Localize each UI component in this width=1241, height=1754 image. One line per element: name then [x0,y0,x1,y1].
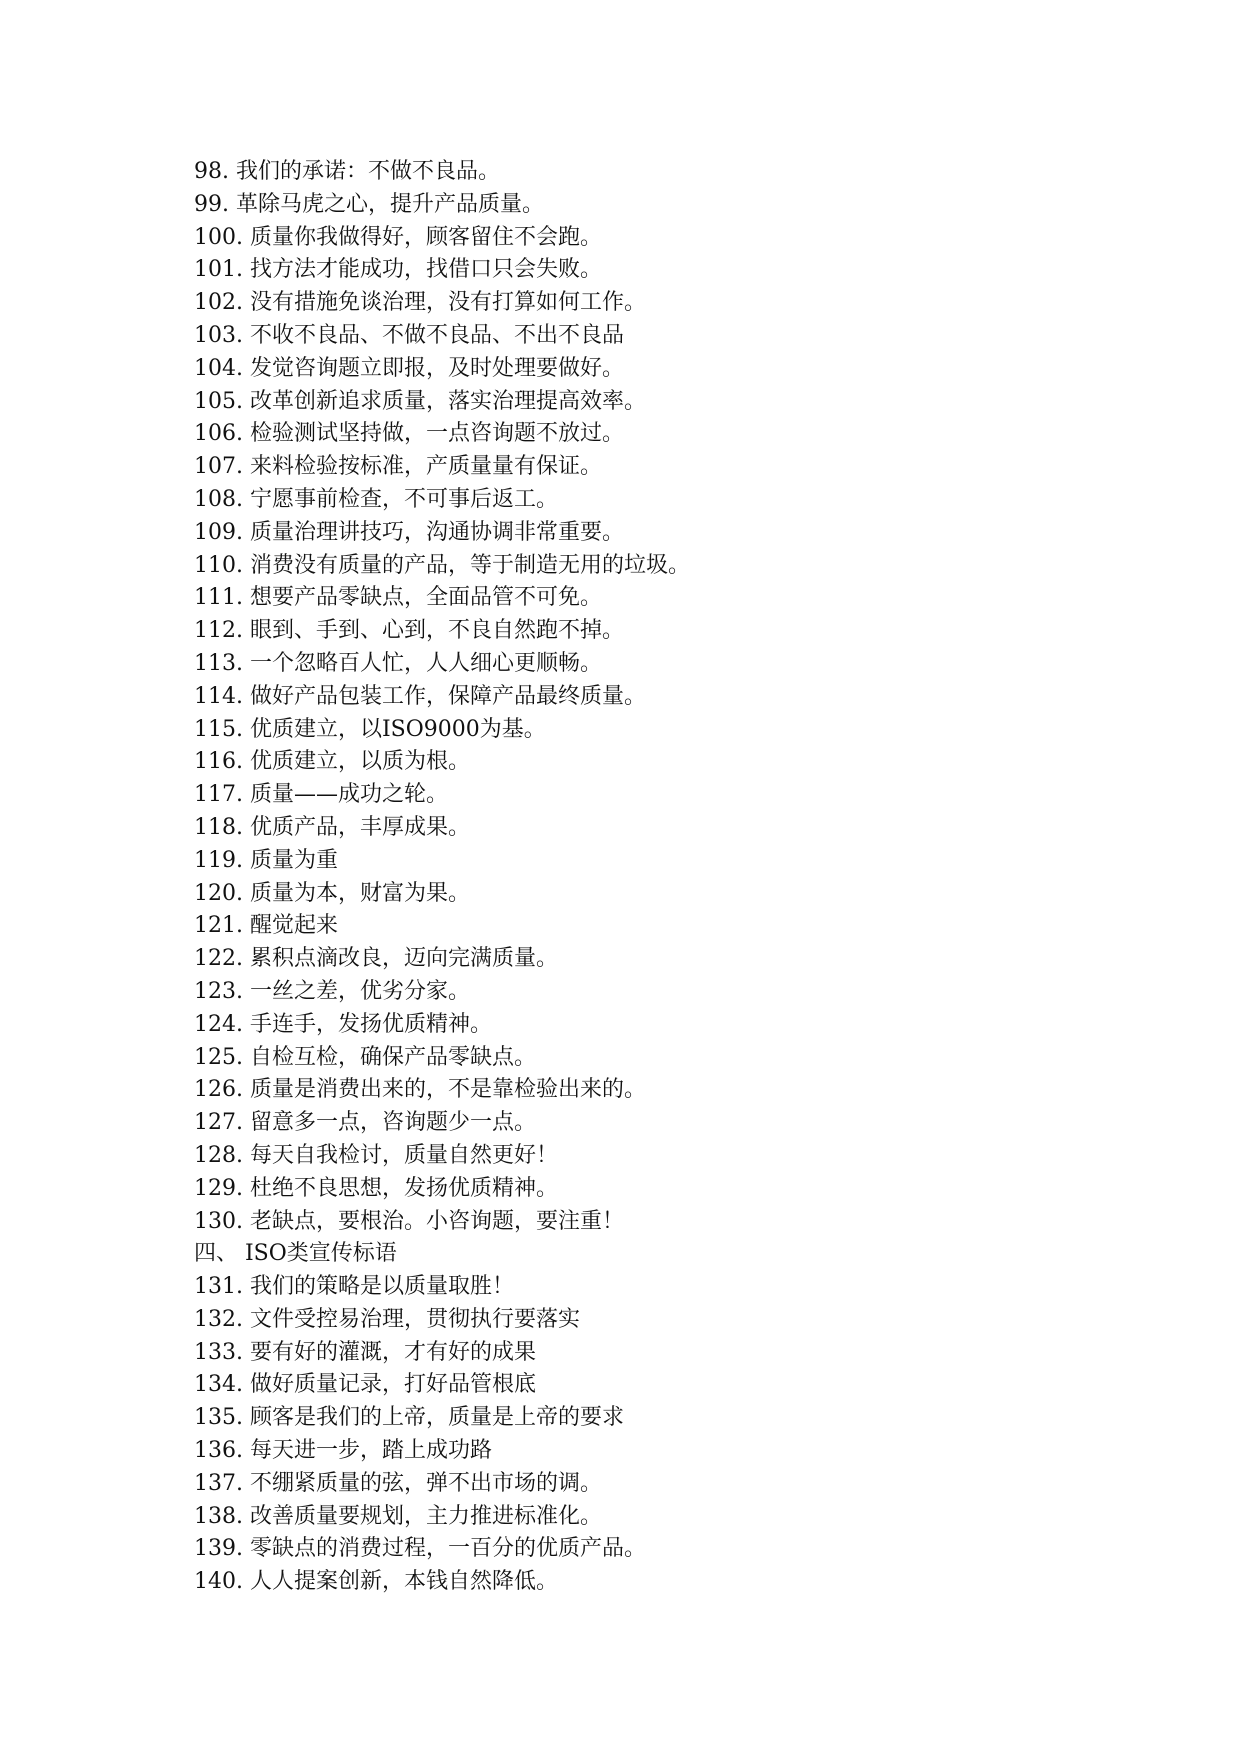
list-item: 136. 每天进一步，踏上成功路 [194,1438,492,1464]
list-item: 131. 我们的策略是以质量取胜！ [194,1274,514,1300]
list-item: 126. 质量是消费出来的，不是靠检验出来的。 [194,1077,646,1103]
list-item: 107. 来料检验按标准，产质量量有保证。 [194,454,602,480]
list-item: 122. 累积点滴改良，迈向完满质量。 [194,946,558,972]
list-item: 129. 杜绝不良思想，发扬优质精神。 [194,1175,558,1201]
list-item: 105. 改革创新追求质量，落实治理提高效率。 [194,388,646,414]
list-item: 104. 发觉咨询题立即报，及时处理要做好。 [194,355,624,381]
slogan-list [194,156,1154,1599]
list-item: 134. 做好质量记录，打好品管根底 [194,1372,536,1398]
list-item: 110. 消费没有质量的产品，等于制造无用的垃圾。 [194,552,690,578]
list-item: 111. 想要产品零缺点，全面品管不可免。 [194,585,602,611]
list-item: 128. 每天自我检讨，质量自然更好！ [194,1142,558,1168]
list-item: 125. 自检互检，确保产品零缺点。 [194,1044,536,1070]
list-item: 109. 质量治理讲技巧，沟通协调非常重要。 [194,519,624,545]
list-item: 112. 眼到、手到、心到，不良自然跑不掉。 [194,618,624,644]
list-item: 119. 质量为重 [194,847,338,873]
list-item: 138. 改善质量要规划，主力推进标准化。 [194,1503,602,1529]
list-item: 114. 做好产品包装工作，保障产品最终质量。 [194,683,646,709]
list-item: 108. 宁愿事前检查，不可事后返工。 [194,486,558,512]
list-item: 132. 文件受控易治理，贯彻执行要落实 [194,1306,580,1332]
list-item: 106. 检验测试坚持做，一点咨询题不放过。 [194,421,624,447]
list-item: 123. 一丝之差，优劣分家。 [194,978,470,1004]
list-item: 115. 优质建立，以ISO9000为基。 [194,716,546,742]
list-item: 133. 要有好的灌溉，才有好的成果 [194,1339,536,1365]
section-heading: 四、 ISO类宣传标语 [194,1241,397,1267]
list-item: 113. 一个忽略百人忙，人人细心更顺畅。 [194,650,602,676]
list-item: 137. 不绷紧质量的弦，弹不出市场的调。 [194,1470,602,1496]
list-item: 135. 顾客是我们的上帝，质量是上帝的要求 [194,1405,624,1431]
list-item: 103. 不收不良品、不做不良品、不出不良品 [194,322,624,348]
list-item: 124. 手连手，发扬优质精神。 [194,1011,492,1037]
list-item: 120. 质量为本，财富为果。 [194,880,470,906]
list-item: 101. 找方法才能成功，找借口只会失败。 [194,257,602,283]
list-item: 116. 优质建立，以质为根。 [194,749,470,775]
list-item: 127. 留意多一点，咨询题少一点。 [194,1110,536,1136]
list-item: 100. 质量你我做得好，顾客留住不会跑。 [194,224,602,250]
list-item: 118. 优质产品，丰厚成果。 [194,814,470,840]
list-item: 140. 人人提案创新，本钱自然降低。 [194,1569,558,1595]
list-item: 102. 没有措施免谈治理，没有打算如何工作。 [194,290,646,316]
list-item: 98. 我们的承诺：不做不良品。 [194,159,500,184]
list-item: 121. 醒觉起来 [194,913,338,939]
list-item: 139. 零缺点的消费过程，一百分的优质产品。 [194,1536,646,1562]
list-item: 99. 革除马虎之心，提升产品质量。 [194,191,544,217]
list-item: 117. 质量——成功之轮。 [194,782,448,808]
list-item: 130. 老缺点，要根治。小咨询题，要注重！ [194,1208,624,1234]
